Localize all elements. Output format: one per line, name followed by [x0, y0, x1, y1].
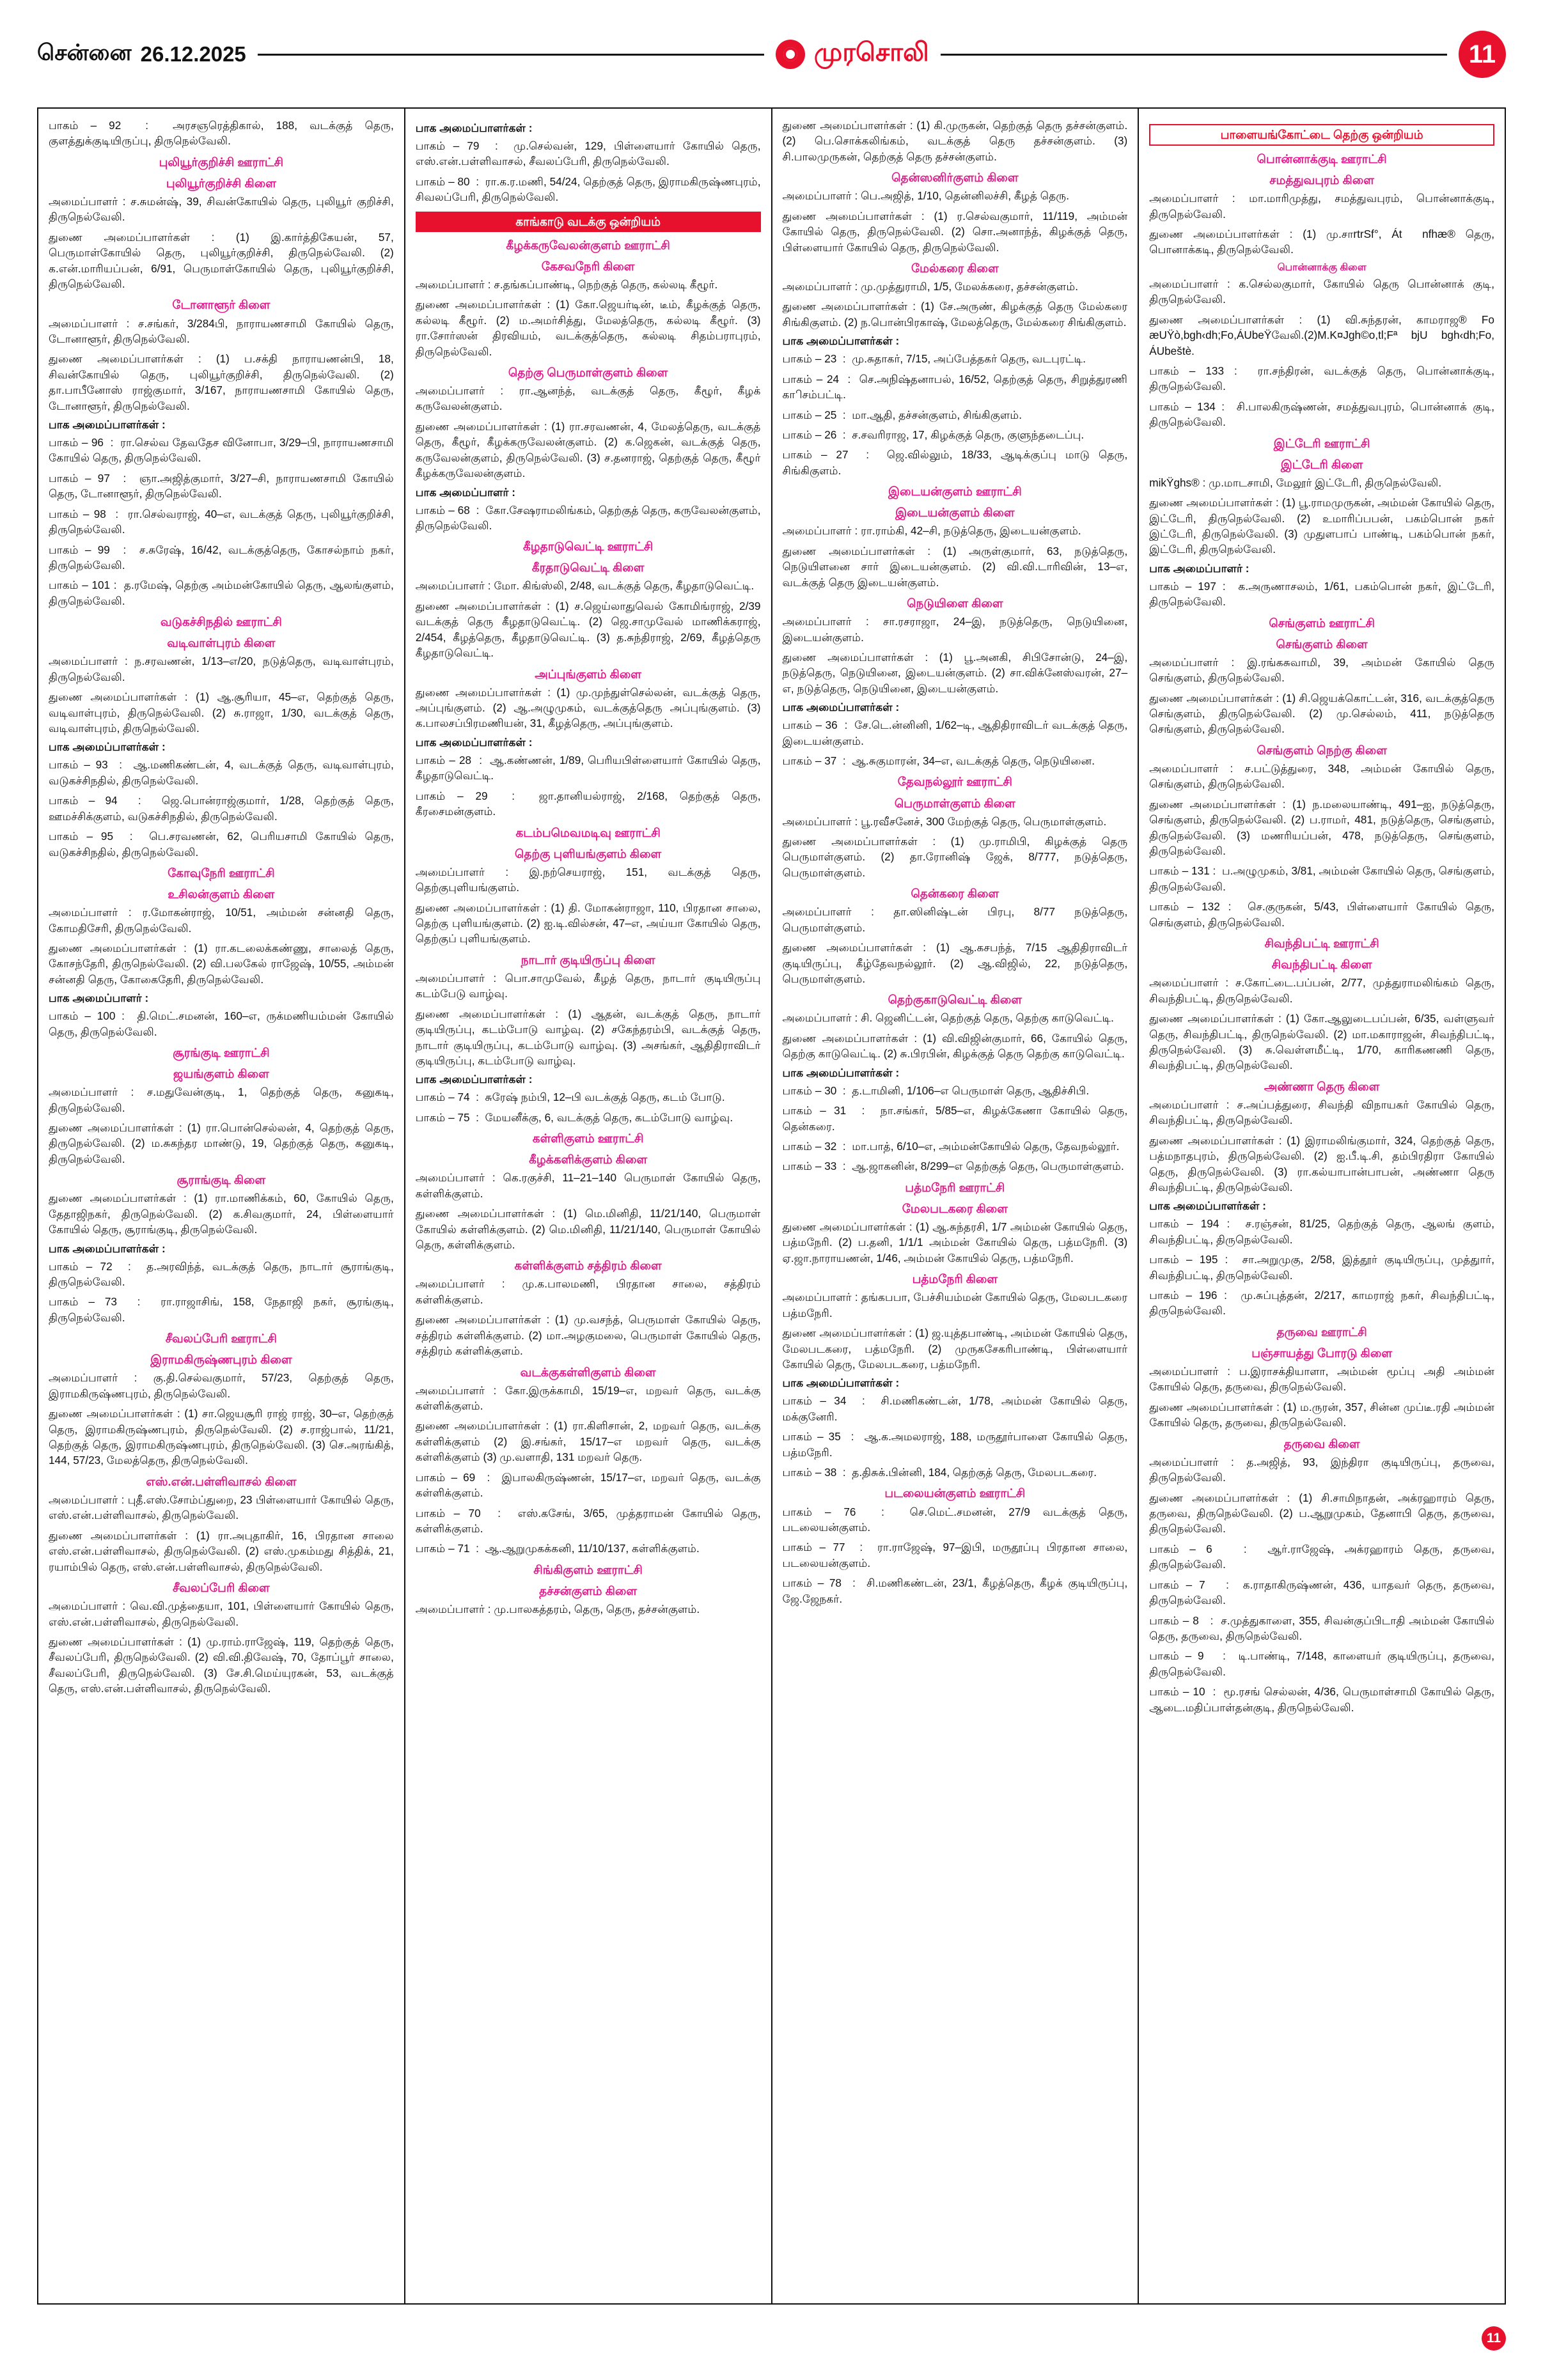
branch-heading: பெருமாள்குளம் கிளை: [894, 796, 1015, 810]
body-paragraph: துணை அமைப்பாளர்கள் : (1) வி.விஜின்குமார், 66, கோயில் தெரு, தெற்கு காடுவெட்டி. (2) சு.பிரபின், கிழக்குத் தெரு தெற்கு காடுவெட்டி.: [782, 1031, 1128, 1061]
text-column-2: [404, 109, 771, 2303]
body-paragraph: பாகம் – 33 : ஆ.ஜாகனின், 8/299–எ தெற்குத் தெரு, பெருமாள்குளம்.: [782, 1160, 1124, 1173]
body-paragraph: துணை அமைப்பாளர்கள் : (1) மு.வசந்த், பெருமாள் கோயில் தெரு, சத்திரம் கள்ளிக்குளம். (2) மா.அழகுமலை, பெருமாள் கோயில் தெரு, சத்திரம் கள்ளிக்குளம்.: [415, 1313, 761, 1358]
branch-heading: புலியூர்குறிச்சி கிளை: [166, 176, 276, 190]
body-paragraph: துணை அமைப்பாளர்கள் : (1) தி. மோகன்ராஜா, 110, பிரதான சாலை, தெற்கு புளியங்குளம். (2) ஐ.டி.வில்சன், 47–எ, அய்யா கோயில் தெரு, தெற்குப் புளியங்குளம்.: [415, 901, 761, 945]
body-paragraph: அமைப்பாளர் : ச.தங்கப்பாண்டி, நெற்குத் தெரு, கல்லடி கீழூர்.: [415, 277, 718, 291]
subsection-label: பாக அமைப்பாளர்கள் :: [415, 735, 533, 749]
body-paragraph: பாகம் – 28 : ஆ.கண்ணன், 1/89, பெரியபிள்ளையார் கோயில் தெரு, கீழதாடுவெட்டி.: [415, 753, 761, 782]
body-paragraph: துணை அமைப்பாளர்கள் : (1) இ.கார்த்திகேயன், 57, பெருமாள்கோயில் தெரு, புலியூர்குறிச்சி, திருநெல்வேலி. (2) க.என்.மாரியப்பன், 6/91, பெருமாள்கோயில் தெரு, புலியூர்குறிச்சி, திருநெல்வேலி.: [49, 230, 394, 291]
branch-heading: செங்குளம் நெற்கு கிளை: [1257, 743, 1387, 757]
body-paragraph: துணை அமைப்பாளர்கள் : (1) ஆ.சூரியா, 45–எ, தெற்குத் தெரு, வடிவாள்புரம், திருநெல்வேலி. (2) சு.ராஜா, 1/30, வடக்குத் தெரு, வடிவாள்புரம், திருநெல்வேலி.: [49, 690, 394, 735]
subsection-label: பாக அமைப்பாளர்கள் :: [782, 1376, 900, 1390]
body-paragraph: துணை அமைப்பாளர்கள் : (1) பூ.அனகி, சிபிசோன்டு, 24–இ, நடுத்தெரு, நெடுயினை, இடையன்குளம். (2) சா.விக்னேஸ்வரன், 27–எ, நடுத்தெரு, நெடுயினை, இடையன்குளம்.: [782, 650, 1128, 695]
body-paragraph: பாகம் – 24 : செ.அநிஷ்தனாபல், 16/52, தெற்குத் தெரு, சிறுத்துரணி காிசம்பட்டி.: [782, 372, 1128, 401]
branch-heading: கேசவநேரி கிளை: [541, 259, 635, 273]
branch-heading: படலையன்குளம் ஊராட்சி: [884, 1486, 1026, 1500]
subsection-label: பாக அமைப்பாளர்கள் :: [1149, 1199, 1267, 1213]
body-paragraph: அமைப்பாளர் : கோ.இருக்காமி, 15/19–எ, மறவர் தெரு, வடக்கு கள்ளிக்குளம்.: [415, 1383, 761, 1413]
body-paragraph: அமைப்பாளர் : மு.பாலகத்தரம், தெரு, தெரு, தச்சன்குளம்.: [415, 1602, 700, 1615]
branch-heading: இட்டேரி கிளை: [1280, 457, 1363, 471]
body-paragraph: பாகம் – 72 : த.அரவிந்த், வடக்குத் தெரு, நாடார் சூராங்குடி, திருநெல்வேலி.: [49, 1259, 394, 1288]
masthead: [37, 17, 1506, 92]
body-paragraph: பாகம் – 36 : சே.டெ.ன்னினி, 1/62–டி, ஆதிதிராவிடர் வடக்குத் தெரு, இடையன்குளம்.: [782, 719, 1128, 747]
body-paragraph: பாகம் – 27 : ஜெ.வில்லும், 18/33, ஆடிக்குப்பு மாடு தெரு, சிங்கிகுளம்.: [782, 448, 1128, 477]
branch-heading: சூராங்குடி கிளை: [176, 1173, 266, 1187]
body-paragraph: துணை அமைப்பாளர்கள் : (1) ரா.பொன்செல்லன், 4, தெற்குத் தெரு, திருநெல்வேலி. (2) ம.சுகந்தர மாண்டு, 19, தெற்குத் தெரு, கனுகடி, திருநெல்வேலி.: [49, 1121, 394, 1165]
body-paragraph: அமைப்பாளர் : பெ.அஜித், 1/10, தென்னிலச்சி, கீழத் தெரு.: [782, 189, 1070, 203]
branch-heading: ஜயங்குளம் கிளை: [173, 1067, 269, 1081]
branch-heading: பத்மநேரி கிளை: [912, 1272, 998, 1286]
branch-heading: வடுகச்சிநதில் ஊராட்சி: [160, 615, 282, 629]
masthead-logo: [776, 38, 929, 70]
branch-heading: தென்கரை கிளை: [911, 887, 999, 901]
body-paragraph: பாகம் – 133 : ரா.சந்திரன், வடக்குத் தெரு, பொன்னாக்குடி, திருநெல்வேலி.: [1149, 364, 1494, 393]
body-paragraph: அமைப்பாளர் : சா.ரசராஜா, 24–இ, நடுத்தெரு, நெடுயினை, இடையன்குளம்.: [782, 615, 1128, 644]
footer-page-number: 11: [1482, 2326, 1506, 2351]
body-paragraph: பாகம் – 6 : ஆர்.ராஜேஷ், அக்ரஹாரம் தெரு, தருவை, திருநெல்வேலி.: [1149, 1542, 1494, 1571]
subsection-label: பாக அமைப்பாளர்கள் :: [415, 121, 533, 134]
body-paragraph: பாகம் – 31 : நா.சங்கர், 5/85–எ, கிழக்கேணா கோயில் தெரு, தென்கரை.: [782, 1104, 1128, 1133]
body-paragraph: துணை அமைப்பாளர்கள் : (1) ரா.கிளிசான், 2, மறவர் தெரு, வடக்கு கள்ளிக்குளம் (2) இ.சங்கர், 15/17–எ மறவர் தெரு, வடக்கு கள்ளிக்குளம் (3) மு.வளாதி, 131 மறவர் தெரு.: [415, 1419, 761, 1464]
body-paragraph: துணை அமைப்பாளர்கள் : (1) சே.அருண், கிழக்குத் தெரு மேல்கரை சிங்கிகுளம். (2) ந.பொன்பிரகாஷ், மேலத்தெரு, மேல்கரை சிங்கிகுளம்.: [782, 300, 1128, 329]
body-paragraph: பாகம் – 98 : ரா.செல்வராஜ், 40–எ, வடக்குத் தெரு, புலியூர்குறிச்சி, திருநெல்வேலி.: [49, 507, 394, 536]
body-paragraph: துணை அமைப்பாளர்கள் : (1) பூ.ராமமுருகன், அம்மன் கோயில் தெரு, இட்டேரி, திருநெல்வேலி. (2) உமாரிப்பபன், பகம்பொன் நகர் இட்டேரி, திருநெல்வேலி. (3) முதுளபாப் பாண்டி, பகம்பொன் நகர், இட்டேரி, திருநெல்வேலி.: [1149, 496, 1494, 556]
body-paragraph: துணை அமைப்பாளர்கள் : (1) சி.சாமிநாதன், அக்ரஹாரம் தெரு, தருவை, திருநெல்வேலி. (2) ப.ஆறுமுகம், தேனாபி தெரு, தருவை, திருநெல்வேலி.: [1149, 1491, 1494, 1536]
body-paragraph: பாகம் – 73 : ரா.ராஜாசிங், 158, நேதாஜி நகர், சூரங்குடி, திருநெல்வேலி.: [49, 1295, 394, 1324]
body-paragraph: துணை அமைப்பாளர்கள் : (1) ப.சக்தி நாராயணன்பி, 18, சிவன்கோயில் தெரு, புலியூர்குறிச்சி, திருநெல்வேலி. (2) தா.பாபீனோஸ் ராஜ்குமார், 3/167, நாராயணசாமி கோயில் தெரு, டோனாளூர், திருநெல்வேலி.: [49, 352, 394, 412]
branch-heading: மேல்கரை கிளை: [911, 261, 999, 275]
body-paragraph: துணை அமைப்பாளர்கள் : (1) கோ.ஆலுடைபப்பன், 6/35, வள்ளுவர் தெரு, சிவந்திபட்டி, திருநெல்வேலி. (2) மா.மகாராஜன், சிவந்திபட்டி, திருநெல்வேலி. (3) சு.வெள்ளமீட்டி, 1/70, காரிகணணி தெரு, சிவந்திபட்டி, திருநெல்வேலி.: [1149, 1012, 1494, 1072]
subsection-label: பாக அமைப்பாளர் :: [1149, 561, 1249, 575]
body-paragraph: பாகம் – 25 : மா.ஆதி, தச்சன்குளம், சிங்கிகுளம்.: [782, 408, 1022, 421]
branch-heading: கீழக்களிக்குளம் கிளை: [529, 1153, 648, 1167]
body-paragraph: அமைப்பாளர் : க.செல்லகுமார், கோயில் தெரு பொன்னாக் குடி, திருநெல்வேலி.: [1149, 277, 1494, 306]
body-paragraph: அமைப்பாளர் : பூ.ரவீசனேச், 300 மேற்குத் தெரு, பெருமாள்குளம்.: [782, 814, 1107, 828]
body-paragraph: அமைப்பாளர் : ச.சங்கர், 3/284பி, நாராயணசாமி கோயில் தெரு, டோனாளூர், திருநெல்வேலி.: [49, 316, 394, 345]
body-paragraph: பாகம் – 35 : ஆ.க.அமலராஜ், 188, மருதூர்பாளை கோயில் தெரு, பத்மநேரி.: [782, 1430, 1128, 1459]
subsection-label: பாக அமைப்பாளர்கள் :: [415, 1073, 533, 1086]
body-paragraph: பாகம் – 77 : ரா.ராஜேஷ், 97–இபி, மருதூப்பு பிரதான சாலை, படலையன்குளம்.: [782, 1541, 1128, 1569]
text-column-1: [38, 109, 404, 2303]
body-paragraph: துணை அமைப்பாளர்கள் : (1) ரா.சரவணன், 4, மேலத்தெரு, வடக்குத் தெரு, கீழூர், கீழக்கருவேலன்குளம். (2) க.ஜெகன், வடக்குத் தெரு, கருவேலன்குளம், திருநெல்வேலி. (3) ச.தனராஜ், தெற்குத் தெரு, கீழூர் கீழக்கருவேலன்குளம்.: [415, 419, 761, 480]
branch-heading: தெற்கு புளியங்குளம் கிளை: [515, 846, 662, 860]
branch-subheading: பொன்னாக்கு கிளை: [1277, 261, 1367, 273]
body-paragraph: துணை அமைப்பாளர்கள் : (1) ஆ.சுந்தரசி, 1/7 அம்மன் கோயில் தெரு, பத்மநேரி. (2) ப.தனி, 1/1/1 அம்மன் கோயில் தெரு, பத்மநேரி. (3) ஏ.ஜா.நாராயணன், 1/46, அம்மன் கோயில் தெரு, பத்மநேரி.: [782, 1220, 1128, 1264]
issue-date: 26.12.2025: [140, 42, 246, 66]
body-paragraph: பாகம் – 79 : மு.செல்வன், 129, பிள்ளையார் கோயில் தெரு, எஸ்.என்.பள்ளிவாசல், சீவலப்பேரி, திருநெல்வேலி.: [415, 139, 761, 168]
branch-heading: இராமகிருஷ்ணபுரம் கிளை: [150, 1353, 292, 1367]
body-paragraph: அமைப்பாளர் : பொ.சாமுவேல், கீழத் தெரு, நாடார் குடியிருப்பு கடம்பேடு வாழ்வு.: [415, 971, 761, 1000]
edition-city: சென்னை: [37, 40, 132, 65]
body-paragraph: அமைப்பாளர் : த.அஜித், 93, இந்திரா குடியிருப்பு, தருவை, திருநெல்வேலி.: [1149, 1455, 1494, 1484]
branch-heading: டோனாளூர் கிளை: [172, 298, 270, 312]
branch-heading: இட்டேரி ஊராட்சி: [1273, 436, 1370, 450]
body-paragraph: பாகம் – 92 : அரசஞரெத்திகால், 188, வடக்குத் தெரு, குளத்துக்குடியிருப்பு, திருநெல்வேலி.: [49, 119, 394, 148]
body-paragraph: பாகம் – 74 : சுரேஷ் நம்பி, 12–பி வடக்குத் தெரு, கடம் போடு.: [415, 1091, 725, 1104]
body-paragraph: துணை அமைப்பாளர்கள் : (1) வி.சுந்தரன், காமராஜ® Fo æUŸò,bgh‹dh;Fo,ÁUbeŸவேலி.(2)M.K¤Jgh©o,tl;Fª bjU bgh‹dh;Fo, ÁUbeštè.: [1149, 313, 1494, 357]
branch-heading: அப்புங்குளம் கிளை: [535, 667, 641, 681]
body-paragraph: பாகம் – 69 : இபாலகிருஷ்ணன், 15/17–எ, மறவர் தெரு, வடக்கு கள்ளிக்குளம்.: [415, 1470, 761, 1500]
subsection-label: பாக அமைப்பாளர் :: [49, 992, 149, 1005]
subsection-label: பாக அமைப்பாளர்கள் :: [782, 334, 900, 348]
body-paragraph: அமைப்பாளர் : ரா.ராம்கி, 42–சி, நடுத்தெரு, இடையன்குளம்.: [782, 524, 1081, 538]
body-paragraph: பாகம் – 30 : த.டாமினி, 1/106–எ பெருமாள் தெரு, ஆதிச்சிபி.: [782, 1084, 1090, 1097]
branch-heading: இடையன்குளம் ஊராட்சி: [888, 485, 1022, 499]
branch-heading: சூரங்குடி ஊராட்சி: [173, 1046, 270, 1060]
body-paragraph: துணை அமைப்பாளர்கள் : (1) ரா.கடலைக்கண்ணு, சாலைத் தெரு, கோசந்தேரி, திருநெல்வேலி. (2) வி.பலகேல் ராஜேஷ், 10/55, அம்மன் சன்னதி தெரு, கோகைதேரி, திருநெல்வேலி.: [49, 941, 394, 986]
branch-heading: எஸ்.என்.பள்ளிவாசல் கிளை: [146, 1474, 297, 1488]
branch-heading: வடிவாள்புரம் கிளை: [167, 636, 276, 650]
body-paragraph: துணை அமைப்பாளர்கள் : (1) இராமலிங்குமார், 324, தெற்குத் தெரு, பத்மநாதபுரம், திருநெல்வேலி. (2) ஐ.பீ.டி.சி, தம்பிரதிரா கோயில் தெரு, திருநெல்வேலி. (3) ரா.கல்யாபான்பாபன், அண்ணா தெரு சிவந்திபட்டி, திருநெல்வேலி.: [1149, 1133, 1494, 1194]
rising-sun-icon: [776, 40, 805, 69]
body-paragraph: அமைப்பாளர் : கு.தி.செல்வகுமார், 57/23, தெற்குத் தெரு, இராமகிருஷ்ணபுரம், திருநெல்வேலி.: [49, 1371, 394, 1400]
body-paragraph: பாகம் – 101 : த.ரமேஷ், தெற்கு அம்மன்கோயில் தெரு, ஆலங்குளம், திருநெல்வேலி.: [49, 579, 394, 607]
body-paragraph: அமைப்பாளர் : தங்கபபா, பேச்சியம்மன் கோயில் தெரு, மேலபடகரை பத்மநேரி.: [782, 1291, 1128, 1319]
branch-heading: பொன்னாக்குடி ஊராட்சி: [1257, 152, 1387, 166]
subsection-label: பாக அமைப்பாளர்கள் :: [49, 740, 166, 754]
body-paragraph: துணை அமைப்பாளர்கள் : (1) மெ.மினிதி, 11/21/140, பெருமாள் கோயில் கள்ளிக்குளம். (2) மெ.மினிதி, 11/21/140, பெருமாள் கோயில் தெரு, கள்ளிக்குளம்.: [415, 1207, 761, 1251]
content-frame: [37, 107, 1506, 2305]
body-paragraph: துணை அமைப்பாளர்கள் : (1) ரா.அபுதாகிர், 16, பிரதான சாலை எஸ்.என்.பள்ளிவாசல், திருநெல்வேலி. (2) எஸ்.முகம்மது சித்திக், 21, ரயாம்பில் தெரு, எஸ்.என்.பள்ளிவாசல், திருநெல்வேலி.: [49, 1528, 394, 1573]
subsection-label: பாக அமைப்பாளர்கள் :: [782, 701, 900, 714]
division-heading-band: பாளையங்கோட்டை தெற்கு ஒன்றியம்: [1149, 124, 1494, 146]
branch-heading: வடக்குகள்ளிகுளம் கிளை: [520, 1365, 656, 1379]
body-paragraph: பாகம் – 29 : ஜா.தானியல்ராஜ், 2/168, தெற்குத் தெரு, கீரசைமன்குளம்.: [415, 789, 761, 818]
body-paragraph: பாகம் – 99 : ச.சுரேஷ், 16/42, வடக்குத்தெரு, கோசல்நாம் நகர், திருநெல்வேலி.: [49, 543, 394, 572]
branch-heading: சிங்கிகுளம் ஊராட்சி: [533, 1562, 643, 1576]
body-paragraph: துணை அமைப்பாளர்கள் : (1) மு.ராமிபி, கிழக்குத் தெரு பெருமாள்குளம். (2) தா.ரோனிஷ் ஜேக், 8/777, நடுத்தெரு, பெருமாள்குளம்.: [782, 834, 1128, 879]
body-paragraph: அமைப்பாளர் : புதீ.எஸ்.சோம்ப்துறை, 23 பிள்ளையார் கோயில் தெரு, எஸ்.என்.பள்ளிவாசல், திருநெல்வேலி.: [49, 1493, 394, 1522]
branch-heading: சீவலப்பேரி கிளை: [172, 1581, 270, 1595]
body-paragraph: துணை அமைப்பாளர்கள் : (1) மு.ராம்.ராஜேஷ், 119, தெற்குத் தெரு, சீவலப்பேரி, திருநெல்வேலி. (2) வி.வி.திவேஷ், 70, தோப்பூர் சாலை, சீவலப்பேரி, திருநெல்வேலி. (3) சே.சி.மெய்யுரகன், 53, வடக்குத் தெரு, எஸ்.என்.பள்ளிவாசல், திருநெல்வேலி.: [49, 1635, 394, 1695]
masthead-left: [37, 40, 246, 68]
body-paragraph: துணை அமைப்பாளர்கள் : (1) ஆதன், வடக்குத் தெரு, நாடார் குடியிருப்பு, கடம்போடு வாழ்வு. (2) சகேந்தரம்பி, வடக்குத் தெரு, நாடார் குடியிருப்பு, கடம்போடு வாழ்வு. (3) அசங்கர், ஆதிதிராவிடர் குடியிருப்பு, கடம்போடு வாழ்வு.: [415, 1007, 761, 1067]
body-paragraph: பாகம் – 70 : எஸ்.கசேங், 3/65, முத்தராமன் கோயில் தெரு, கள்ளிக்குளம்.: [415, 1506, 761, 1535]
body-paragraph: அமைப்பாளர் : தா.ஸினிஷ்டன் பிரபு, 8/77 நடுத்தெரு, பெருமாள்குளம்.: [782, 905, 1128, 934]
branch-heading: பஞ்சாயத்து போரடு கிளை: [1251, 1346, 1393, 1360]
branch-heading: இடையன்குளம் கிளை: [895, 506, 1015, 520]
body-paragraph: பாகம் – 131 : ப.அழுமுகம், 3/81, அம்மன் கோயில் தெரு, செங்குளம், திருநெல்வேலி.: [1149, 864, 1494, 893]
body-paragraph: துணை அமைப்பாளர்கள் : (1) ம.ருரன், 357, சின்ன முப்டீ.ரதி அம்மன் கோயில் தெரு, தருவை, திருநெல்வேலி.: [1149, 1400, 1494, 1429]
body-paragraph: பாகம் – 38 : த.திசுக்.பின்னி, 184, தெற்குத் தெரு, மேலபடகரை.: [782, 1466, 1097, 1479]
body-paragraph: அமைப்பாளர் : ரா.ஆனந்த், வடக்குத் தெரு, கீழூர், கீழக் கருவேலன்குளம்.: [415, 384, 761, 413]
body-paragraph: பாகம் – 8 : ச.முத்துகாளை, 355, சிவன்குப்பிடாதி அம்மன் கோயில் தெரு, தருவை, திருநெல்வேலி.: [1149, 1614, 1494, 1642]
body-paragraph: அமைப்பாளர் : ந.சரவணன், 1/13–எ/20, நடுத்தெரு, வடிவாள்புரம், திருநெல்வேலி.: [49, 655, 394, 683]
body-paragraph: பாகம் – 194 : ச.ரஞ்சன், 81/25, தெற்குத் தெரு, ஆலங் குளம், சிவந்திபட்டி, திருநெல்வேலி.: [1149, 1217, 1494, 1246]
body-paragraph: பாகம் – 32 : மா.பாத், 6/10–எ, அம்மன்கோயில் தெரு, தேவநல்லூர்.: [782, 1139, 1120, 1153]
branch-heading: தச்சன்குளம் கிளை: [539, 1583, 638, 1598]
body-paragraph: பாகம் – 134 : சி.பாலகிருஷ்ணன், சமத்துவபுரம், பொன்னாக் குடி, திருநெல்வேலி.: [1149, 400, 1494, 429]
body-paragraph: துணை அமைப்பாளர்கள் : (1) மு.சாrtrSf°, Át nfhæ® தெரு, பொனாக்கடி, திருநெல்வேலி.: [1149, 227, 1494, 256]
body-paragraph: துணை அமைப்பாளர்கள் : (1) ரா.மாணிக்கம், 60, கோயில் தெரு, தேதாஜிநகர், திருநெல்வேலி. (2) க.சிவகுமார், 24, பிள்ளையார் கோயில் தெரு, சூராங்குடி, திருநெல்வேலி.: [49, 1192, 394, 1236]
body-paragraph: அமைப்பாளர் : ச.மதுவேன்குடி, 1, தெற்குத் தெரு, கனுகடி, திருநெல்வேலி.: [49, 1085, 394, 1114]
branch-heading: கடம்பமெவமடிவு ஊராட்சி: [515, 825, 661, 839]
text-column-4: [1138, 109, 1505, 2303]
body-paragraph: துணை அமைப்பாளர்கள் : (1) ஜ.யுத்தபாண்டி, அம்மன் கோயில் தெரு, மேலபடகரை, பத்மநேரி. (2) முருகசேகரிபாண்டி, பிள்ளையார் கோயில் தெரு, மேலபடகரை, பத்மநேரி.: [782, 1326, 1128, 1371]
publication-title: முரசொலி: [813, 38, 929, 66]
body-paragraph: பாகம் – 78 : சி.மணிகண்டன், 23/1, கீழத்தெரு, கீழக் குடியிருப்பு, ஜே.ஜேநகர்.: [782, 1576, 1128, 1605]
branch-heading: சிவந்திபட்டி கிளை: [1271, 958, 1372, 972]
division-heading-band: காங்காடு வடக்கு ஒன்றியம்: [416, 212, 761, 232]
body-paragraph: பாகம் – 9 : டி.பாண்டி, 7/148, காளையர் குடியிருப்பு, தருவை, திருநெல்வேலி.: [1149, 1649, 1494, 1678]
body-paragraph: பாகம் – 34 : சி.மணிகண்டன், 1/78, அம்மன் கோயில் தெரு, மக்குனேரி.: [782, 1394, 1128, 1423]
body-paragraph: பாகம் – 80 : ரா.க.ர.மணி, 54/24, தெற்குத் தெரு, இராமகிருஷ்ணபுரம், சிவலப்பேரி, திருநெல்வேலி.: [415, 175, 761, 204]
branch-heading: புலியூர்குறிச்சி ஊராட்சி: [159, 155, 284, 169]
body-paragraph: அமைப்பாளர் : சி. ஜெனிட்டன், தெற்குத் தெரு, தெற்கு காடுவெட்டி.: [782, 1011, 1114, 1025]
body-paragraph: பாகம் – 76 : செ.மெட்.சமனன், 27/9 வடக்குத் தெரு, படலையன்குளம்.: [782, 1505, 1128, 1534]
body-paragraph: பாகம் – 7 : க.ராதாகிருஷ்ணன், 436, யாதவர் தெரு, தருவை, திருநெல்வேலி.: [1149, 1578, 1494, 1607]
body-paragraph: பாகம் – 10 : மூ.ரசங் செல்லன், 4/36, பெருமாள்சாமி கோயில் தெரு, ஆடை.மதிப்பாள்தன்குடி, திருநெல்வேலி.: [1149, 1685, 1494, 1714]
branch-heading: தென்ஸனிர்குளம் கிளை: [891, 171, 1019, 185]
text-column-3: [771, 109, 1138, 2303]
body-paragraph: துணை அமைப்பாளர்கள் : (1) சி.ஜெயக்கொட்டன், 316, வடக்குத்தெரு செங்குளம், திருநெல்வேலி. (2) மு.செல்லம், 411, நடுத்தெரு செங்குளம், திருநெல்வேலி.: [1149, 691, 1494, 736]
body-paragraph: பாகம் – 195 : சா.அறுமுகு, 2/58, இத்தூர் குடியிருப்பு, முத்துார், சிவந்திபட்டி, திருநெல்வேலி.: [1149, 1253, 1494, 1282]
body-paragraph: அமைப்பாளர் : இ.ரங்கசுவாமி, 39, அம்மன் கோயில் தெரு செங்குளம், திருநெல்வேலி.: [1149, 655, 1494, 685]
body-paragraph: அமைப்பாளர் : ச.சுமன்ஷ், 39, சிவன்கோயில் தெரு, புலியூர் குறிச்சி, திருநெல்வேலி.: [49, 194, 394, 224]
subsection-label: பாக அமைப்பாளர்கள் :: [782, 1066, 900, 1079]
branch-heading: தெற்குகாடுவெட்டி கிளை: [888, 993, 1022, 1007]
body-paragraph: துணை அமைப்பாளர்கள் : (1) ந.மலையாண்டி, 491–ஐ, நடுத்தெரு, செங்குளம், திருநெல்வேலி. (2) ப.ராமர், 481, நடுத்தெரு, செங்குளம், திருநெல்வேலி. (3) மணரியப்பன், 478, நடுத்தெரு, செங்குளம், திருநெல்வேலி.: [1149, 797, 1494, 858]
body-paragraph: அமைப்பாளர் : மா.மாரிமுத்து, சமத்துவபுரம், பொன்னாக்குடி, திருநெல்வேலி.: [1149, 192, 1494, 221]
body-paragraph: அமைப்பாளர் : மோ. கிங்ஸ்லி, 2/48, வடக்குத் தெரு, கீழதாடுவெட்டி.: [415, 579, 755, 593]
body-paragraph: அமைப்பாளர் : ப.இராசக்தியாளா, அம்மன் மூப்பு அதி அம்மன் கோயில் தெரு, தருவை, திருநெல்வேலி.: [1149, 1364, 1494, 1394]
body-paragraph: அமைப்பாளர் : ச.அப்பத்துரை, சிவந்தி விநாயகர் கோயில் தெரு, சிவந்திபட்டி, திருநெல்வேலி.: [1149, 1098, 1494, 1127]
subsection-label: பாக அமைப்பாளர் :: [415, 485, 516, 499]
body-paragraph: பாகம் – 96 : ரா.செல்வ தேவதேச வினோபா, 3/29–பி, நாராயணசாமி கோயில் தெரு, திருநெல்வேலி.: [49, 436, 394, 465]
branch-heading: கள்ளிகுளம் ஊராட்சி: [532, 1132, 644, 1146]
page-number-badge: 11: [1459, 31, 1506, 78]
subsection-label: பாக அமைப்பாளர்கள் :: [49, 418, 166, 432]
branch-heading: தருவை ஊராட்சி: [1276, 1325, 1367, 1339]
page-footer: [37, 2324, 1506, 2353]
body-paragraph: பாகம் – 93 : ஆ.மணிகண்டன், 4, வடக்குத் தெரு, வடிவாள்புரம், வடுகச்சிநதில், திருநெல்வேலி.: [49, 758, 394, 787]
body-paragraph: துணை அமைப்பாளர்கள் : (1) சா.ஜெயசூரி ராஜ் ராஜ், 30–எ, தெற்குத் தெரு, இராமகிருஷ்ணபுரம், திருநெல்வேலி. (2) ச.ராஜ்பால், 11/21, தெற்குத் தெரு, இராமகிருஷ்ணபுரம், திருநெல்வேலி. (3) செ.அரங்கித், 144, 57/23, மேலத்தெரு, திருநெல்வேலி.: [49, 1407, 394, 1467]
body-paragraph: துணை அமைப்பாளர்கள் : (1) கி.முருகன், தெற்குத் தெரு தச்சன்குளம். (2) பெ.சொக்கலிங்கம், வடக்குத் தெரு தச்சன்குளம். (3) சி.பாலமுருகன், தெற்குத் தெரு தச்சன்குளம்.: [782, 119, 1128, 163]
body-paragraph: பாகம் – 94 : ஜெ.பொன்ராஜ்குமார், 1/28, தெற்குத் தெரு, ஊமச்சிக்குளம், வடுகச்சிநதில், திருநெல்வேலி.: [49, 794, 394, 823]
body-paragraph: துணை அமைப்பாளர்கள் : (1) ர.செல்வகுமார், 11/119, அம்மன் கோயில் தெரு, திருநெல்வேலி. (2) சொ.அனாந்த், கிழக்குத் தெரு, பிள்ளையார் கோயில் தெரு, திருநெல்வேலி.: [782, 209, 1128, 254]
body-paragraph: அமைப்பாளர் : வெ.வி.முத்தையா, 101, பிள்ளையார் கோயில் தெரு, எஸ்.என்.பள்ளிவாசல், திருநெல்வேலி.: [49, 1599, 394, 1628]
branch-heading: கோவுநேரி ஊராட்சி: [168, 866, 275, 880]
branch-heading: கீழக்கருவேலன்குளம் ஊராட்சி: [506, 238, 670, 252]
branch-heading: கீரதாடுவெட்டி கிளை: [531, 561, 645, 575]
body-paragraph: அமைப்பாளர் : ச.கோட்டை.பப்பன், 2/77, முத்துராமலிங்கம் தெரு, சிவந்திபட்டி, திருநெல்வேலி.: [1149, 976, 1494, 1005]
branch-heading: சமத்துவபுரம் கிளை: [1269, 173, 1374, 187]
body-paragraph: அமைப்பாளர் : கெ.ரகுச்சி, 11–21–140 பெருமாள் கோயில் தெரு, கள்ளிக்குளம்.: [415, 1171, 761, 1200]
subsection-label: பாக அமைப்பாளர்கள் :: [49, 1241, 166, 1255]
branch-heading: உசிலன்குளம் கிளை: [168, 887, 275, 901]
body-paragraph: mikŸghs® : மு.மாடசாமி, மேலூர் இட்டேரி, திருநெல்வேலி.: [1149, 476, 1442, 489]
body-paragraph: துணை அமைப்பாளர்கள் : (1) அருள்குமார், 63, நடுத்தெரு, நெடுயிளனை சார் இடையன்குளம். (2) வி.வி.டாரிவின், 13–எ, வடக்குத் தெரு இடையன்குளம்.: [782, 544, 1128, 589]
body-paragraph: பாகம் – 68 : கோ.சேஷராமலிங்கம், தெற்குத் தெரு, கருவேலன்குளம், திருநெல்வேலி.: [415, 503, 761, 532]
branch-heading: சிவந்திபட்டி ஊராட்சி: [1264, 937, 1379, 951]
branch-heading: சீவலப்பேரி ஊராட்சி: [165, 1332, 277, 1346]
body-paragraph: அமைப்பாளர் : ர.மோகன்ராஜ், 10/51, அம்மன் சன்னதி தெரு, கோமதிசேரி, திருநெல்வேலி.: [49, 906, 394, 935]
body-paragraph: பாகம் – 196 : மு.சுப்புத்தன், 2/217, காமராஜ் நகர், சிவந்திபட்டி, திருநெல்வேலி.: [1149, 1289, 1494, 1318]
branch-heading: தருவை கிளை: [1283, 1436, 1360, 1451]
body-paragraph: துணை அமைப்பாளர்கள் : (1) மு.முந்துள்செல்லன், வடக்குத் தெரு, அப்புங்குளம். (2) ஆ.அழுமுகம், வடக்குத்தெரு அப்புங்குளம். (3) க.பாலசப்பிரமணியன், 31, கீழத்தெரு, அப்புங்குளம்.: [415, 685, 761, 730]
body-paragraph: பாகம் – 197 : க.அருணாசலம், 1/61, பகம்பொன் நகர், இட்டேரி, திருநெல்வேலி.: [1149, 579, 1494, 609]
body-paragraph: பாகம் – 26 : ச.சவரிராஜ, 17, கிழக்குத் தெரு, குளுந்தடைப்பு.: [782, 428, 1085, 441]
masthead-rule-right: [941, 54, 1447, 56]
branch-heading: செங்குளம் ஊராட்சி: [1269, 616, 1375, 630]
body-paragraph: அமைப்பாளர் : மு.க.பாலமணி, பிரதான சாலை, சத்திரம் கள்ளிக்குளம்.: [415, 1277, 761, 1306]
branch-heading: தேவநல்லூர் ஊராட்சி: [897, 775, 1013, 789]
body-paragraph: துணை அமைப்பாளர்கள் : (1) கோ.ஜெயர்டின், டீம், கீழக்குத் தெரு, கல்லடி கீழூர். (2) ம.அமர்சித்து, மேலத்தெரு, கல்லடி கீழூர். (3) ரா.சோர்ஸன் திரவியம், வடக்குத்தெரு, கல்லடி சிதம்பராபுரம், திருநெல்வேலி.: [415, 298, 761, 358]
body-paragraph: பாகம் – 95 : பெ.சரவணன், 62, பெரியசாமி கோயில் தெரு, வடுகச்சிநதில், திருநெல்வேலி.: [49, 830, 394, 859]
branch-heading: செங்குளம் கிளை: [1276, 637, 1368, 651]
body-paragraph: துணை அமைப்பாளர்கள் : (1) ச.ஜெய்லாதுவெல் கோமிங்ராஜ், 2/39 வடக்குத் தெரு கீழதாடுவெட்டி. (2) ஜெ.சாமுவேல் மாணிக்கராஜ், 2/454, கீழத்தெரு, கீழதாடுவெட்டி. (3) த.சுந்திராஜ், 2/69, கீழத்தெரு கீழதாடுவெட்டி.: [415, 599, 761, 660]
branch-heading: கள்ளிக்குளம் சத்திரம் கிளை: [514, 1259, 662, 1273]
body-paragraph: பாகம் – 37 : ஆ.சுகுமாரன், 34–எ, வடக்குத் தெரு, நெடுயினை.: [782, 754, 1095, 768]
branch-heading: நெடுயிளை கிளை: [907, 596, 1003, 611]
branch-heading: பத்மநேரி ஊராட்சி: [905, 1180, 1005, 1194]
body-paragraph: அமைப்பாளர் : மு.முத்துராமி, 1/5, மேலக்கரை, தச்சன்குளம்.: [782, 280, 1079, 293]
branch-heading: நாடார் குடியிருப்பு கிளை: [521, 953, 655, 967]
body-paragraph: பாகம் – 100 : தி.மெட்.சமனன், 160–எ, ருக்மணியம்மன் கோயில் தெரு, திருநெல்வேலி.: [49, 1009, 394, 1038]
branch-heading: மேலபடகரை கிளை: [902, 1201, 1008, 1215]
branch-heading: தெற்கு பெருமாள்குளம் கிளை: [508, 365, 668, 379]
body-paragraph: அமைப்பாளர் : இ.நற்செயராஜ், 151, வடக்குத் தெரு, தெற்குபுளியங்குளம்.: [415, 865, 761, 894]
body-paragraph: பாகம் – 71 : ஆ.ஆறுமுகக்கனி, 11/10/137, கள்ளிக்குளம்.: [415, 1542, 700, 1555]
branch-heading: அண்ணா தெரு கிளை: [1264, 1079, 1380, 1093]
body-paragraph: அமைப்பாளர் : ச.பட்டுத்துரை, 348, அம்மன் கோயில் தெரு, செங்குளம், திருநெல்வேலி.: [1149, 761, 1494, 791]
body-paragraph: பாகம் – 97 : ஞா.அஜித்குமார், 3/27–சி, நாராயணசாமி கோயில் தெரு, டோனாளூர், திருநெல்வேலி.: [49, 471, 394, 501]
masthead-rule-left: [258, 54, 764, 56]
branch-heading: கீழதாடுவெட்டி ஊராட்சி: [522, 540, 654, 554]
body-paragraph: பாகம் – 75 : மேயனீக்கு, 6, வடக்குத் தெரு, கடம்போடு வாழ்வு.: [415, 1110, 733, 1124]
body-paragraph: பாகம் – 23 : மு.சுதாகர், 7/15, அப்பேத்தகர் தெரு, வடபுரட்டி.: [782, 352, 1086, 366]
body-paragraph: துணை அமைப்பாளர்கள் : (1) ஆ.கசபந்த், 7/15 ஆதிதிராவிடர் குடியிருப்பு, கீழ்தேவநல்லூர். (2) ஆ.விஜில், 22, நடுத்தெரு, பெருமாள்குளம்.: [782, 941, 1128, 985]
body-paragraph: பாகம் – 132 : செ.குருகன், 5/43, பிள்ளையார் கோயில் தெரு, செங்குளம், திருநெல்வேலி.: [1149, 900, 1494, 929]
